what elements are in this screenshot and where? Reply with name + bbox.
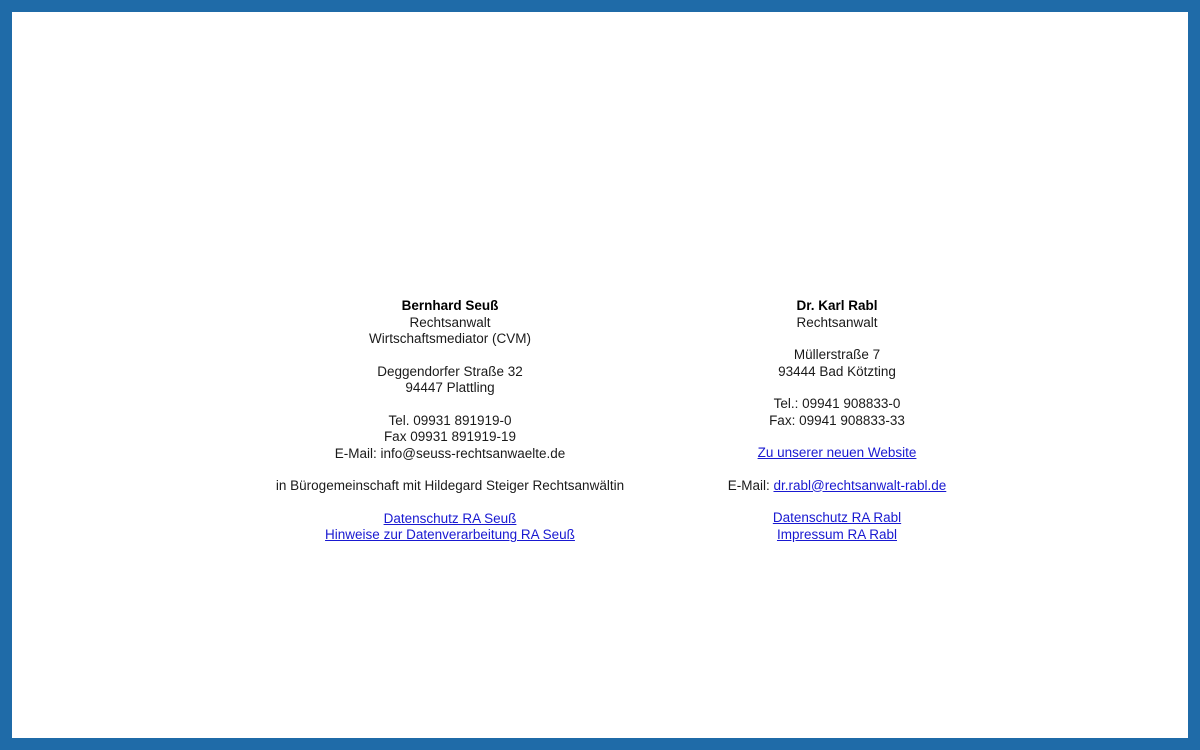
- rabl-city: 93444 Bad Kötzting: [778, 363, 896, 379]
- contact-card-rabl: [662, 298, 1012, 544]
- rabl-fax: Fax: 09941 908833-33: [769, 412, 905, 428]
- contact-card-seuss: [275, 298, 625, 544]
- seuss-data-processing-link[interactable]: Hinweise zur Datenverarbeitung RA Seuß: [325, 527, 575, 542]
- rabl-contact: [662, 396, 1012, 429]
- rabl-privacy-link[interactable]: Datenschutz RA Rabl: [772, 510, 902, 525]
- seuss-privacy-link-row: [275, 511, 625, 528]
- rabl-website-link[interactable]: Zu unserer neuen Website: [757, 445, 917, 460]
- seuss-email-line: [275, 446, 625, 463]
- seuss-identity: [275, 298, 625, 348]
- rabl-email-block: [662, 478, 1012, 495]
- contact-columns: [12, 298, 1188, 544]
- rabl-links: [662, 510, 1012, 543]
- seuss-title-1: Rechtsanwalt: [409, 314, 491, 330]
- seuss-links: [275, 511, 625, 544]
- seuss-street: Deggendorfer Straße 32: [377, 363, 523, 379]
- rabl-phone: Tel.: 09941 908833-0: [773, 396, 901, 411]
- rabl-identity: [662, 298, 1012, 331]
- seuss-phone: Tel. 09931 891919-0: [388, 412, 512, 428]
- rabl-email-label: E-Mail:: [727, 477, 774, 493]
- seuss-fax: Fax 09931 891919-19: [383, 429, 517, 444]
- seuss-privacy-link[interactable]: Datenschutz RA Seuß: [383, 510, 517, 526]
- seuss-address: [275, 364, 625, 397]
- rabl-address: [662, 347, 1012, 380]
- seuss-data-processing-link-row: [275, 527, 625, 544]
- rabl-email-line: [662, 478, 1012, 495]
- seuss-title-2: Wirtschaftsmediator (CVM): [368, 331, 532, 346]
- page-canvas: [12, 12, 1188, 738]
- seuss-note-block: [275, 478, 625, 495]
- seuss-email-value: info@seuss-rechtsanwaelte.de: [380, 445, 566, 461]
- seuss-name: Bernhard Seuß: [401, 298, 499, 313]
- seuss-note: in Bürogemeinschaft mit Hildegard Steiger Rechtsanwältin: [275, 478, 625, 493]
- rabl-email-link[interactable]: dr.rabl@rechtsanwalt-rabl.de: [773, 477, 947, 493]
- rabl-title-1: Rechtsanwalt: [796, 314, 878, 330]
- rabl-street: Müllerstraße 7: [793, 347, 881, 362]
- rabl-name: Dr. Karl Rabl: [796, 298, 878, 313]
- page-content: [12, 12, 1188, 738]
- rabl-imprint-link-row: [662, 527, 1012, 544]
- rabl-privacy-link-row: [662, 510, 1012, 527]
- seuss-city: 94447 Plattling: [405, 380, 495, 395]
- seuss-email-label: E-Mail:: [334, 445, 381, 461]
- rabl-website-row: [662, 445, 1012, 462]
- seuss-contact: [275, 413, 625, 463]
- rabl-imprint-link[interactable]: Impressum RA Rabl: [776, 526, 898, 542]
- rabl-website-block: [662, 445, 1012, 462]
